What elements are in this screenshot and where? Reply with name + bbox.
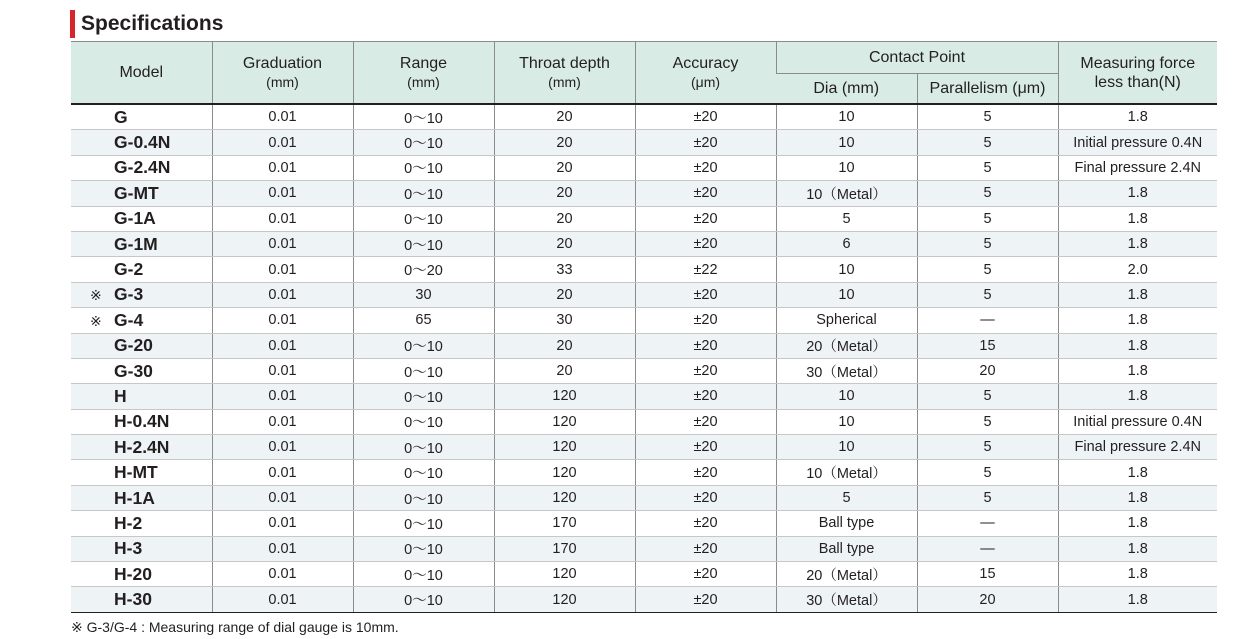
header-parallelism: Parallelism (μm)	[917, 74, 1058, 105]
throat-depth-cell: 33	[494, 257, 635, 282]
model-cell	[71, 282, 212, 307]
range-cell: 0～10	[353, 435, 494, 460]
graduation-cell: 0.01	[212, 485, 353, 510]
accuracy-cell: ±20	[635, 104, 776, 130]
parallelism-cell: 20	[917, 358, 1058, 383]
model-name: G-3	[114, 284, 144, 305]
range-cell: 0～10	[353, 181, 494, 206]
throat-depth-cell: 120	[494, 435, 635, 460]
parallelism-cell: 5	[917, 231, 1058, 256]
graduation-cell: 0.01	[212, 384, 353, 409]
dia-cell: 20（Metal）	[776, 333, 917, 358]
header-accuracy: Accuracy (μm)	[635, 42, 776, 105]
model-cell	[71, 460, 212, 485]
table-row	[71, 435, 1217, 460]
throat-depth-cell: 120	[494, 384, 635, 409]
range-cell: 0～10	[353, 231, 494, 256]
measuring-force-cell: 1.8	[1058, 511, 1217, 536]
model-name: G-4	[114, 309, 144, 330]
model-cell	[71, 562, 212, 587]
measuring-force-cell: 1.8	[1058, 282, 1217, 307]
dia-cell: Spherical	[776, 308, 917, 333]
range-cell: 30	[353, 282, 494, 307]
dia-cell: 30（Metal）	[776, 358, 917, 383]
throat-depth-cell: 170	[494, 511, 635, 536]
accuracy-cell: ±20	[635, 333, 776, 358]
measuring-force-cell: 1.8	[1058, 358, 1217, 383]
model-cell	[71, 104, 212, 130]
measuring-force-cell: 1.8	[1058, 562, 1217, 587]
parallelism-cell: —	[917, 536, 1058, 561]
model-cell	[71, 333, 212, 358]
accuracy-cell: ±20	[635, 460, 776, 485]
measuring-force-cell: 1.8	[1058, 333, 1217, 358]
dia-cell: 10（Metal）	[776, 460, 917, 485]
throat-depth-cell: 20	[494, 358, 635, 383]
model-cell	[71, 511, 212, 536]
dia-cell: 10	[776, 435, 917, 460]
dia-cell: 30（Metal）	[776, 587, 917, 612]
parallelism-cell: 5	[917, 257, 1058, 282]
model-name: G	[114, 106, 128, 127]
parallelism-cell: 5	[917, 460, 1058, 485]
measuring-force-cell: Initial pressure 0.4N	[1058, 409, 1217, 434]
graduation-cell: 0.01	[212, 587, 353, 612]
model-name: H-1A	[114, 487, 155, 508]
dia-cell: 10	[776, 384, 917, 409]
dia-cell: 10	[776, 409, 917, 434]
accuracy-cell: ±20	[635, 130, 776, 155]
table-row	[71, 562, 1217, 587]
table-row	[71, 409, 1217, 434]
graduation-cell: 0.01	[212, 511, 353, 536]
table-row	[71, 104, 1217, 130]
parallelism-cell: 5	[917, 155, 1058, 180]
footnote-mark: ※	[90, 287, 102, 304]
range-cell: 0～10	[353, 130, 494, 155]
accuracy-cell: ±20	[635, 384, 776, 409]
footnote-mark: ※	[90, 312, 102, 329]
measuring-force-cell: 1.8	[1058, 104, 1217, 130]
throat-depth-cell: 20	[494, 206, 635, 231]
graduation-cell: 0.01	[212, 460, 353, 485]
model-name: H	[114, 385, 127, 406]
header-range: Range (mm)	[353, 42, 494, 105]
table-row	[71, 358, 1217, 383]
range-cell: 0～10	[353, 485, 494, 510]
parallelism-cell: —	[917, 308, 1058, 333]
range-cell: 0～10	[353, 104, 494, 130]
model-name: H-20	[114, 563, 152, 584]
dia-cell: Ball type	[776, 536, 917, 561]
model-cell	[71, 130, 212, 155]
accuracy-cell: ±20	[635, 282, 776, 307]
range-cell: 0～10	[353, 562, 494, 587]
range-cell: 0～20	[353, 257, 494, 282]
model-name: G-2.4N	[114, 157, 171, 178]
graduation-cell: 0.01	[212, 333, 353, 358]
table-row	[71, 155, 1217, 180]
accuracy-cell: ±20	[635, 485, 776, 510]
model-cell	[71, 231, 212, 256]
graduation-cell: 0.01	[212, 562, 353, 587]
parallelism-cell: 5	[917, 104, 1058, 130]
table-row	[71, 511, 1217, 536]
dia-cell: 6	[776, 231, 917, 256]
accuracy-cell: ±22	[635, 257, 776, 282]
measuring-force-cell: 1.8	[1058, 206, 1217, 231]
range-cell: 0～10	[353, 206, 494, 231]
parallelism-cell: 15	[917, 562, 1058, 587]
graduation-cell: 0.01	[212, 308, 353, 333]
page-title: Specifications	[81, 12, 224, 35]
table-row	[71, 231, 1217, 256]
table-row	[71, 181, 1217, 206]
graduation-cell: 0.01	[212, 206, 353, 231]
dia-cell: Ball type	[776, 511, 917, 536]
measuring-force-cell: 1.8	[1058, 308, 1217, 333]
parallelism-cell: 5	[917, 485, 1058, 510]
model-cell	[71, 308, 212, 333]
table-row	[71, 460, 1217, 485]
throat-depth-cell: 120	[494, 409, 635, 434]
accuracy-cell: ±20	[635, 562, 776, 587]
header-contact-point: Contact Point	[776, 42, 1058, 74]
model-name: H-0.4N	[114, 411, 170, 432]
measuring-force-cell: Initial pressure 0.4N	[1058, 130, 1217, 155]
parallelism-cell: —	[917, 511, 1058, 536]
accuracy-cell: ±20	[635, 409, 776, 434]
throat-depth-cell: 20	[494, 155, 635, 180]
parallelism-cell: 5	[917, 435, 1058, 460]
footnote: ※ G-3/G-4 : Measuring range of dial gauge is 10mm.	[71, 619, 399, 635]
measuring-force-cell: 1.8	[1058, 536, 1217, 561]
model-cell	[71, 435, 212, 460]
graduation-cell: 0.01	[212, 155, 353, 180]
graduation-cell: 0.01	[212, 435, 353, 460]
table-row	[71, 384, 1217, 409]
accuracy-cell: ±20	[635, 536, 776, 561]
measuring-force-cell: Final pressure 2.4N	[1058, 435, 1217, 460]
table-row	[71, 206, 1217, 231]
throat-depth-cell: 120	[494, 460, 635, 485]
throat-depth-cell: 20	[494, 333, 635, 358]
model-name: G-1A	[114, 208, 156, 229]
range-cell: 0～10	[353, 511, 494, 536]
table-row	[71, 282, 1217, 307]
model-name: G-30	[114, 360, 153, 381]
accuracy-cell: ±20	[635, 206, 776, 231]
range-cell: 0～10	[353, 155, 494, 180]
dia-cell: 10	[776, 282, 917, 307]
graduation-cell: 0.01	[212, 257, 353, 282]
table-row	[71, 485, 1217, 510]
graduation-cell: 0.01	[212, 231, 353, 256]
range-cell: 0～10	[353, 409, 494, 434]
measuring-force-cell: 1.8	[1058, 384, 1217, 409]
accuracy-cell: ±20	[635, 435, 776, 460]
parallelism-cell: 5	[917, 181, 1058, 206]
model-cell	[71, 257, 212, 282]
model-cell	[71, 485, 212, 510]
dia-cell: 20（Metal）	[776, 562, 917, 587]
model-name: H-2	[114, 512, 143, 533]
header-graduation: Graduation (mm)	[212, 42, 353, 105]
throat-depth-cell: 20	[494, 130, 635, 155]
accuracy-cell: ±20	[635, 231, 776, 256]
model-cell	[71, 409, 212, 434]
model-name: G-MT	[114, 182, 159, 203]
throat-depth-cell: 20	[494, 181, 635, 206]
dia-cell: 5	[776, 206, 917, 231]
graduation-cell: 0.01	[212, 409, 353, 434]
throat-depth-cell: 120	[494, 485, 635, 510]
parallelism-cell: 15	[917, 333, 1058, 358]
range-cell: 65	[353, 308, 494, 333]
throat-depth-cell: 120	[494, 562, 635, 587]
parallelism-cell: 5	[917, 130, 1058, 155]
table-row	[71, 333, 1217, 358]
measuring-force-cell: 2.0	[1058, 257, 1217, 282]
model-cell	[71, 358, 212, 383]
range-cell: 0～10	[353, 333, 494, 358]
accuracy-cell: ±20	[635, 155, 776, 180]
measuring-force-cell: Final pressure 2.4N	[1058, 155, 1217, 180]
range-cell: 0～10	[353, 460, 494, 485]
graduation-cell: 0.01	[212, 536, 353, 561]
table-row	[71, 536, 1217, 561]
model-name: G-1M	[114, 233, 158, 254]
accuracy-cell: ±20	[635, 358, 776, 383]
table-row	[71, 308, 1217, 333]
model-name: H-MT	[114, 462, 158, 483]
model-name: H-3	[114, 538, 143, 559]
header-model: Model	[71, 42, 212, 105]
spec-table	[71, 41, 1217, 613]
accuracy-cell: ±20	[635, 587, 776, 612]
parallelism-cell: 20	[917, 587, 1058, 612]
parallelism-cell: 5	[917, 282, 1058, 307]
model-cell	[71, 536, 212, 561]
measuring-force-cell: 1.8	[1058, 181, 1217, 206]
accuracy-cell: ±20	[635, 511, 776, 536]
measuring-force-cell: 1.8	[1058, 231, 1217, 256]
model-cell	[71, 384, 212, 409]
parallelism-cell: 5	[917, 384, 1058, 409]
dia-cell: 5	[776, 485, 917, 510]
table-row	[71, 587, 1217, 612]
throat-depth-cell: 120	[494, 587, 635, 612]
model-cell	[71, 587, 212, 612]
table-row	[71, 257, 1217, 282]
graduation-cell: 0.01	[212, 104, 353, 130]
throat-depth-cell: 20	[494, 282, 635, 307]
graduation-cell: 0.01	[212, 358, 353, 383]
dia-cell: 10（Metal）	[776, 181, 917, 206]
range-cell: 0～10	[353, 536, 494, 561]
section-title	[70, 9, 223, 39]
measuring-force-cell: 1.8	[1058, 587, 1217, 612]
model-name: H-30	[114, 589, 152, 610]
parallelism-cell: 5	[917, 409, 1058, 434]
graduation-cell: 0.01	[212, 130, 353, 155]
model-name: H-2.4N	[114, 436, 170, 457]
accuracy-cell: ±20	[635, 308, 776, 333]
measuring-force-cell: 1.8	[1058, 460, 1217, 485]
model-name: G-0.4N	[114, 132, 171, 153]
graduation-cell: 0.01	[212, 282, 353, 307]
header-measuring-force: Measuring force less than(N)	[1058, 42, 1217, 105]
dia-cell: 10	[776, 104, 917, 130]
dia-cell: 10	[776, 257, 917, 282]
model-cell	[71, 181, 212, 206]
model-name: G-2	[114, 259, 144, 280]
model-cell	[71, 155, 212, 180]
model-name: G-20	[114, 335, 153, 356]
throat-depth-cell: 20	[494, 231, 635, 256]
throat-depth-cell: 30	[494, 308, 635, 333]
range-cell: 0～10	[353, 384, 494, 409]
dia-cell: 10	[776, 130, 917, 155]
measuring-force-cell: 1.8	[1058, 485, 1217, 510]
range-cell: 0～10	[353, 587, 494, 612]
header-throat-depth: Throat depth (mm)	[494, 42, 635, 105]
range-cell: 0～10	[353, 358, 494, 383]
dia-cell: 10	[776, 155, 917, 180]
throat-depth-cell: 20	[494, 104, 635, 130]
title-accent-bar	[70, 10, 75, 38]
model-cell	[71, 206, 212, 231]
parallelism-cell: 5	[917, 206, 1058, 231]
header-dia: Dia (mm)	[776, 74, 917, 105]
table-row	[71, 130, 1217, 155]
accuracy-cell: ±20	[635, 181, 776, 206]
graduation-cell: 0.01	[212, 181, 353, 206]
throat-depth-cell: 170	[494, 536, 635, 561]
